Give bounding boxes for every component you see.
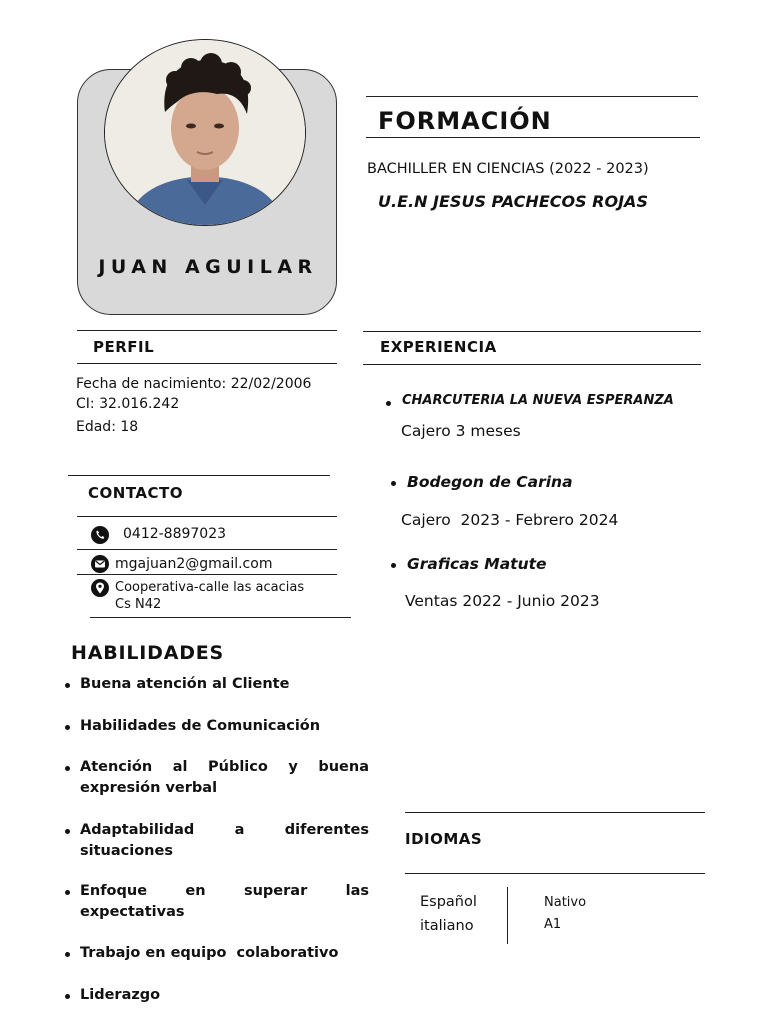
skill-item: Liderazgo xyxy=(80,985,369,1006)
email-address[interactable]: mgajuan2@gmail.com xyxy=(115,556,273,572)
job-detail: Cajero 2023 - Febrero 2024 xyxy=(401,511,619,529)
candidate-name: JUAN AGUILAR xyxy=(98,256,318,278)
school-name: U.E.N JESUS PACHECOS ROJAS xyxy=(378,192,648,211)
divider xyxy=(405,812,705,813)
degree-text: BACHILLER EN CIENCIAS (2022 - 2023) xyxy=(367,161,649,177)
divider xyxy=(363,331,701,332)
divider xyxy=(363,364,701,365)
divider xyxy=(77,363,337,364)
language-name: Español xyxy=(420,894,477,910)
phone-number[interactable]: 0412-8897023 xyxy=(123,526,227,542)
skill-item: Habilidades de Comunicación xyxy=(80,716,369,737)
contacto-heading: CONTACTO xyxy=(88,484,183,502)
language-divider xyxy=(507,887,508,944)
idiomas-heading: IDIOMAS xyxy=(405,830,483,848)
skill-item: Buena atención al Cliente xyxy=(80,674,369,695)
mail-icon xyxy=(91,555,109,573)
address-line: Cooperativa-calle las acacias xyxy=(115,580,305,595)
skill-item: Atención al Público y buena expresión verbal xyxy=(80,757,369,799)
divider xyxy=(77,330,337,331)
address xyxy=(115,579,304,613)
skill-item: Trabajo en equipo colaborativo xyxy=(80,943,369,964)
phone-icon xyxy=(91,526,109,544)
skill-item: Enfoque en superar las expectativas xyxy=(80,881,369,923)
age: Edad: 18 xyxy=(76,419,139,435)
job-detail: Cajero 3 meses xyxy=(401,422,521,440)
job-company: CHARCUTERIA LA NUEVA ESPERANZA xyxy=(402,393,674,408)
perfil-heading: PERFIL xyxy=(93,338,155,356)
address-line: Cs N42 xyxy=(115,597,162,612)
job-company: Graficas Matute xyxy=(407,555,547,573)
habilidades-heading: HABILIDADES xyxy=(71,642,225,664)
location-pin-icon xyxy=(91,579,109,597)
divider xyxy=(77,516,337,517)
profile-photo xyxy=(104,39,306,226)
divider xyxy=(77,549,337,550)
divider xyxy=(77,574,337,575)
experiencia-heading: EXPERIENCIA xyxy=(380,338,497,356)
divider xyxy=(366,96,698,97)
formacion-heading: FORMACIÓN xyxy=(378,107,552,135)
divider xyxy=(366,137,700,138)
language-level: Nativo xyxy=(544,895,587,910)
job-company: Bodegon de Carina xyxy=(407,473,573,491)
birth-date: Fecha de nacimiento: 22/02/2006 xyxy=(76,376,312,392)
language-level: A1 xyxy=(544,917,562,932)
divider xyxy=(90,617,351,618)
divider xyxy=(68,475,330,476)
language-name: italiano xyxy=(420,918,474,934)
divider xyxy=(405,873,705,874)
skill-item: Adaptabilidad a diferentes situaciones xyxy=(80,820,369,862)
job-detail: Ventas 2022 - Junio 2023 xyxy=(405,592,600,610)
id-number: CI: 32.016.242 xyxy=(76,396,180,412)
